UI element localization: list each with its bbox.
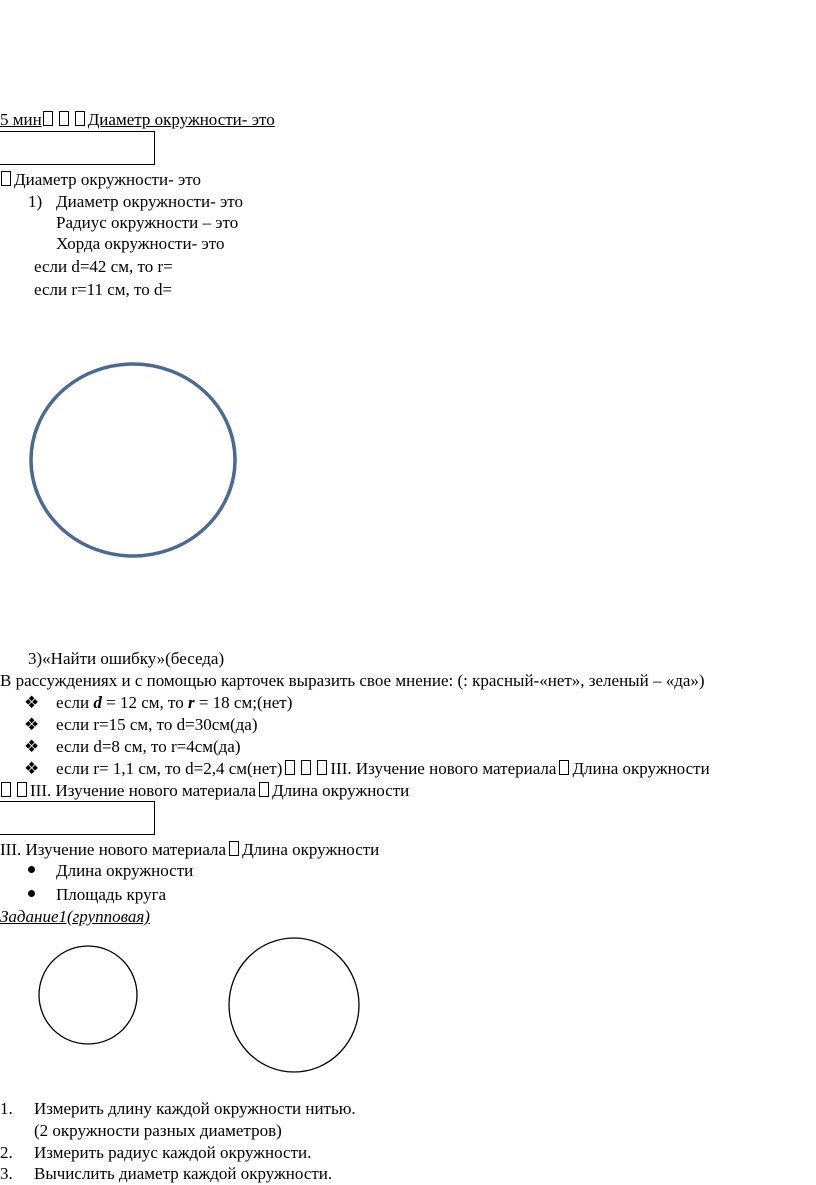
placeholder-glyph-icon <box>301 760 311 775</box>
blank-text-box <box>0 131 155 165</box>
placeholder-glyph-icon <box>59 111 69 126</box>
small-circle <box>39 946 137 1044</box>
step-note: (2 окружности разных диаметров) <box>34 1121 282 1140</box>
bullet-dot-icon <box>28 885 35 905</box>
statement-item: если d = 12 см, то r = 18 см;(нет) <box>56 693 293 712</box>
question-item: Радиус окружности – это <box>56 213 239 232</box>
placeholder-glyph-icon <box>1 782 11 797</box>
topic-item: Площадь круга <box>56 885 167 904</box>
step-item: Вычислить диаметр каждой окружности. <box>34 1164 333 1183</box>
placeholder-glyph-icon <box>317 760 327 775</box>
step-number: 2. <box>0 1143 13 1162</box>
blank-text-box <box>0 801 155 835</box>
definition-line: Диаметр окружности- это <box>0 170 201 190</box>
placeholder-glyph-icon <box>559 760 569 775</box>
diamond-bullet-icon: ❖ <box>24 715 40 734</box>
bullet-dot-icon <box>28 861 35 881</box>
statement-item: если r= 1,1 см, то d=2,4 см(нет) III. Изучение нового материала Длина окружности <box>56 759 710 778</box>
topic-item: Длина окружности <box>56 861 194 880</box>
blue-circle-figure <box>28 360 238 560</box>
placeholder-glyph-icon <box>17 782 27 797</box>
placeholder-glyph-icon <box>43 111 53 126</box>
statement-item: если d=8 см, то r=4см(да) <box>56 737 241 756</box>
task-title: Задание1(групповая) <box>0 907 150 926</box>
section-line: III. Изучение нового материала Длина окружности <box>0 781 409 801</box>
question-number: 1) <box>28 192 43 211</box>
step-item: Измерить радиус каждой окружности. <box>34 1143 312 1162</box>
header-prefix: 5 мин <box>0 110 42 129</box>
diamond-bullet-icon: ❖ <box>24 737 40 756</box>
large-circle <box>229 938 359 1072</box>
diamond-bullet-icon: ❖ <box>24 693 40 712</box>
header-text: Диаметр окружности- это <box>87 110 275 129</box>
step-number: 3. <box>0 1164 13 1183</box>
diamond-bullet-icon: ❖ <box>24 759 40 778</box>
problem-line: если r=11 см, то d= <box>34 280 173 299</box>
section-instruction: В рассуждениях и с помощью карточек выразить свое мнение: (: красный-«нет», зеленый – «да») <box>0 671 705 690</box>
step-number: 1. <box>0 1099 13 1118</box>
placeholder-glyph-icon <box>229 841 239 856</box>
step-item: Измерить длину каждой окружности нитью. <box>34 1099 356 1118</box>
statement-item: если r=15 см, то d=30см(да) <box>56 715 258 734</box>
question-item: Хорда окружности- это <box>56 234 225 253</box>
large-circle-figure <box>228 937 360 1073</box>
small-circle-figure <box>38 945 138 1045</box>
question-item: Диаметр окружности- это <box>56 192 243 211</box>
section-title: 3)«Найти ошибку»(беседа) <box>28 649 225 668</box>
problem-line: если d=42 см, то r= <box>34 257 173 276</box>
placeholder-glyph-icon <box>75 111 85 126</box>
blue-circle <box>31 364 235 556</box>
header-line <box>0 110 275 130</box>
placeholder-glyph-icon <box>285 760 295 775</box>
placeholder-glyph-icon <box>1 171 11 186</box>
section-line: III. Изучение нового материала Длина окружности <box>0 840 380 859</box>
placeholder-glyph-icon <box>259 782 269 797</box>
